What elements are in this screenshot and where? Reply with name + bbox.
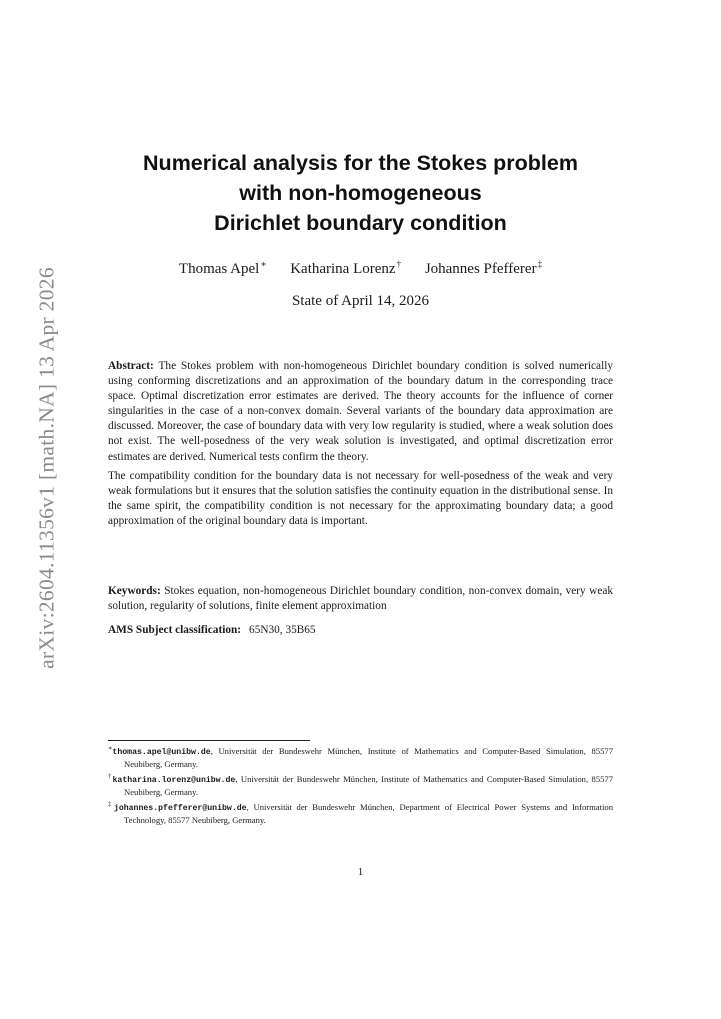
- footnote-rule: [108, 740, 310, 741]
- keywords: [108, 584, 613, 614]
- page-number: 1: [357, 866, 364, 878]
- author-email-link[interactable]: katharina.lorenz@unibw.de: [112, 776, 236, 786]
- abstract-paragraph: The compatibility condition for the boundary data is not necessary for well-posedness of the weak and very weak formulations but it ensures that the solution satisfies the continuity equation in the distributional sense. In the same spirit, the compatibility condition is not necessary for the approximating boundary data; a good approximation of the original boundary data is important.: [108, 469, 613, 527]
- title-line: with non-homogeneous: [239, 181, 482, 205]
- ams-classification: [108, 624, 613, 636]
- author: [179, 261, 267, 277]
- author-name: Thomas Apel: [178, 261, 260, 277]
- author-email-link[interactable]: thomas.apel@unibw.de: [112, 748, 211, 757]
- paper-title: [100, 148, 621, 238]
- arxiv-identifier: arXiv:2604.11356v1 [math.NA] 13 Apr 2026: [34, 267, 59, 669]
- title-line: Dirichlet boundary condition: [214, 211, 507, 235]
- footnote-affiliation: , Universität der Bundeswehr München, Department of Electrical Power Systems and Information Technology, 85577 Neubiberg, Germany.: [124, 802, 613, 825]
- footnote-affiliation: , Universität der Bundeswehr München, Institute of Mathematics and Computer-Based Simulation, 85577 Neubiberg, Germany.: [124, 746, 613, 769]
- author-footnote-mark[interactable]: ‡: [537, 259, 543, 269]
- footnote-mark: †: [108, 773, 113, 781]
- author-email-link[interactable]: johannes.pfefferer@unibw.de: [113, 804, 247, 814]
- footnote: [108, 743, 613, 770]
- footnote-affiliation: , Universität der Bundeswehr München, Institute of Mathematics and Computer-Based Simulation, 85577 Neubiberg, Germany.: [124, 774, 614, 797]
- author: [290, 261, 401, 277]
- author-list: [100, 259, 621, 278]
- title-line: Numerical analysis for the Stokes problem: [143, 151, 578, 175]
- abstract: [108, 359, 613, 533]
- footnotes: [108, 743, 613, 828]
- author: [425, 261, 542, 277]
- paper-date: State of April 14, 2026: [291, 293, 430, 309]
- author-footnote-mark[interactable]: ∗: [260, 259, 267, 269]
- footnote: [108, 771, 613, 798]
- author-footnote-mark[interactable]: †: [396, 259, 402, 269]
- ams-label: AMS Subject classification:: [108, 624, 242, 636]
- abstract-paragraph: [108, 359, 613, 465]
- footnote: [108, 799, 613, 826]
- abstract-text: The Stokes problem with non-homogeneous Dirichlet boundary condition is solved numerically using conforming discretizations and an approximation of the boundary datum in the corresponding trace space. Optimal discretization error estimates are derived. The theory accounts for the influence of corner singularities in the case of a non-convex domain. Several variants of the boundary data approximation are discussed. Moreover, the case of boundary data with very low regularity is studied, where a weak solution does not exist. The well-posedness of the very weak solution is investigated, and optimal discretization error estimates are derived. Numerical tests confirm the theory.: [108, 360, 613, 463]
- author-name: Katharina Lorenz: [290, 261, 396, 277]
- footnote-mark: ∗: [108, 745, 113, 752]
- abstract-label: Abstract:: [108, 360, 154, 372]
- footnote-mark: ‡: [108, 801, 114, 809]
- keywords-label: Keywords:: [108, 585, 161, 597]
- author-name: Johannes Pfefferer: [424, 261, 537, 277]
- keywords-text: Stokes equation, non-homogeneous Dirichlet boundary condition, non-convex domain, very weak solution, regularity of solutions, finite element approximation: [108, 585, 613, 613]
- ams-codes: 65N30, 35B65: [249, 624, 316, 636]
